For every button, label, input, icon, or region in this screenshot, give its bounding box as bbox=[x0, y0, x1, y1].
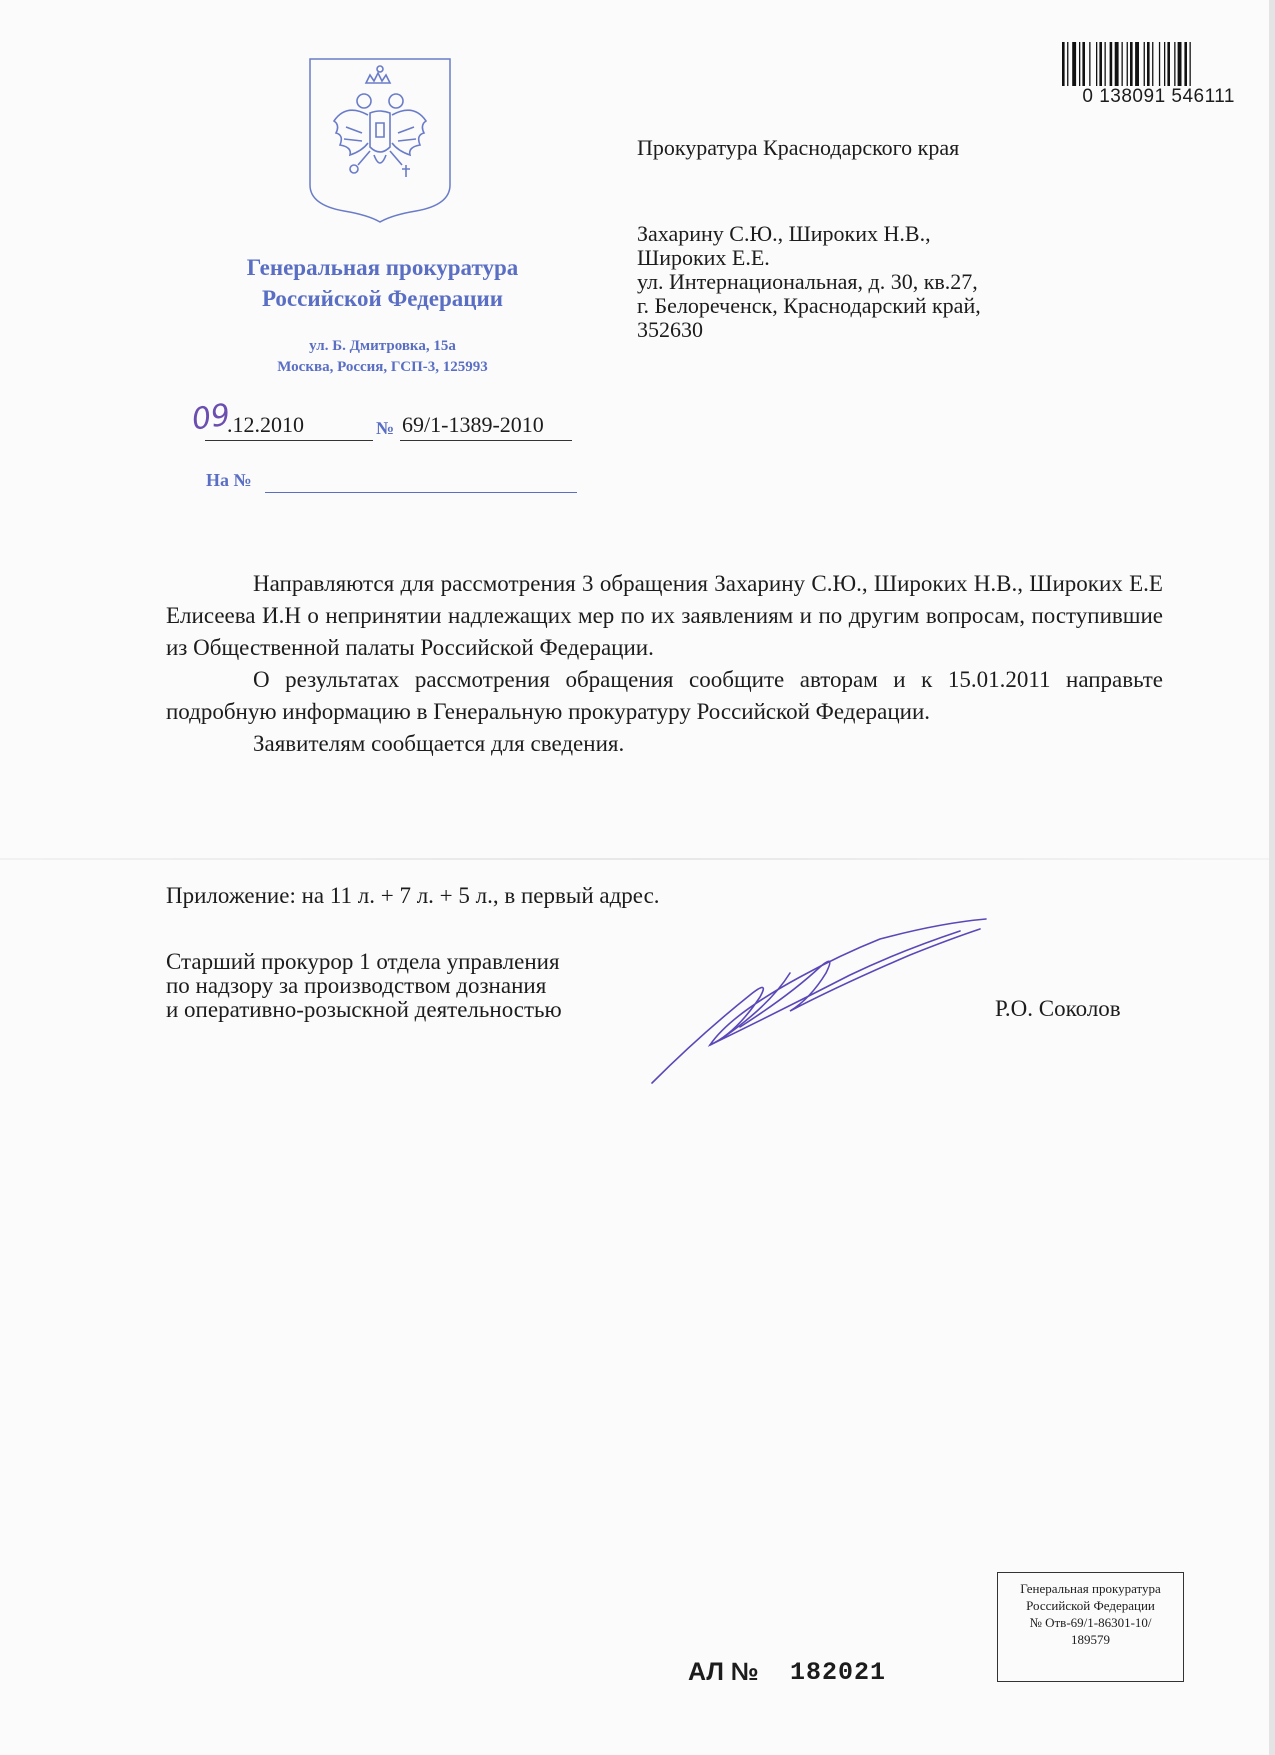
outgoing-number bbox=[400, 410, 572, 441]
recipient-agency: Прокуратура Краснодарского края bbox=[637, 135, 960, 160]
stamp-line: Генеральная прокуратура bbox=[1020, 1581, 1161, 1596]
handwritten-day: 09 bbox=[189, 397, 233, 438]
barcode-bar bbox=[1167, 42, 1170, 86]
signatory-position-line: и оперативно-розыскной деятельностью bbox=[166, 997, 562, 1022]
barcode-bar bbox=[1099, 42, 1102, 86]
issuer-name-line2: Российской Федерации bbox=[261, 286, 504, 311]
barcode-bar bbox=[1178, 42, 1182, 86]
paper-fold bbox=[0, 858, 1275, 860]
barcode-bar bbox=[1130, 42, 1133, 86]
handwritten-signature bbox=[640, 915, 1000, 1090]
signatory-position-line: по надзору за производством дознания bbox=[166, 973, 547, 998]
issuer-address-line1: ул. Б. Дмитровка, 15а bbox=[309, 338, 456, 354]
signatory-position-line: Старший прокурор 1 отдела управления bbox=[166, 949, 560, 974]
barcode-bar bbox=[1184, 42, 1187, 86]
recipient-line: ул. Интернациональная, д. 30, кв.27, bbox=[637, 269, 978, 294]
recipient-line: Захарину С.Ю., Широких Н.В., bbox=[637, 221, 931, 246]
barcode-bar bbox=[1174, 42, 1175, 86]
reply-to-label: На № bbox=[206, 470, 252, 490]
barcode-bar bbox=[1127, 42, 1128, 86]
number-sign: № bbox=[376, 418, 395, 438]
barcode-bar bbox=[1135, 42, 1139, 86]
letter-body bbox=[166, 568, 1163, 760]
outgoing-number-text: 69/1-1389-2010 bbox=[402, 412, 544, 437]
barcode-bar bbox=[1079, 42, 1080, 86]
outgoing-date-text: .12.2010 bbox=[227, 412, 304, 437]
issuer-address-line2: Москва, Россия, ГСП-3, 125993 bbox=[277, 359, 488, 375]
coat-of-arms-icon bbox=[306, 55, 454, 223]
registration-stamp bbox=[997, 1572, 1184, 1682]
form-serial-label: АЛ № bbox=[688, 1658, 759, 1686]
issuer-address bbox=[190, 336, 575, 378]
body-paragraph: О результатах рассмотрения обращения сообщите авторам и к 15.01.2011 направьте подробную информацию в Генеральную прокуратуру Российской Федерации. bbox=[166, 667, 1163, 724]
attachment-note: Приложение: на 11 л. + 7 л. + 5 л., в первый адрес. bbox=[166, 883, 660, 908]
barcode-bar bbox=[1147, 42, 1150, 86]
stamp-line: 189579 bbox=[1071, 1632, 1110, 1647]
issuer-name-line1: Генеральная прокуратура bbox=[246, 255, 519, 280]
barcode-bar bbox=[1115, 42, 1119, 86]
stamp-line: Российской Федерации bbox=[1026, 1598, 1155, 1613]
issuer-name bbox=[190, 252, 575, 314]
recipient-line: г. Белореченск, Краснодарский край, bbox=[637, 293, 981, 318]
barcode-bar bbox=[1089, 42, 1090, 86]
barcode-bar bbox=[1096, 42, 1097, 86]
barcode-bar bbox=[1159, 42, 1160, 86]
barcode-bar bbox=[1144, 42, 1145, 86]
barcode-bar bbox=[1110, 42, 1113, 86]
barcode-bar bbox=[1190, 42, 1191, 86]
signatory-name: Р.О. Соколов bbox=[995, 996, 1121, 1021]
scan-edge bbox=[1269, 0, 1275, 1755]
form-serial-number: 182021 bbox=[790, 1658, 887, 1687]
barcode-bar bbox=[1152, 42, 1153, 86]
barcode-number: 0 138091 546111 bbox=[1082, 86, 1235, 107]
barcode-bar bbox=[1082, 42, 1085, 86]
barcode-bar bbox=[1122, 42, 1123, 86]
barcode-bar bbox=[1164, 42, 1165, 86]
signatory-position bbox=[166, 950, 562, 1022]
reply-to-blank-line bbox=[265, 468, 577, 493]
stamp-line: № Отв-69/1-86301-10/ bbox=[1029, 1615, 1152, 1630]
body-paragraph: Направляются для рассмотрения 3 обращения Захарину С.Ю., Широких Н.В., Широких Е.Е Елисеева И.Н о непринятии надлежащих мер по их заявлениям и по другим вопросам, поступившие из Общественной палаты Российской Федерации. bbox=[166, 571, 1163, 660]
barcode-bar bbox=[1062, 42, 1065, 86]
outgoing-date bbox=[205, 410, 373, 441]
recipient-line: 352630 bbox=[637, 317, 703, 342]
barcode-icon bbox=[1062, 42, 1232, 86]
body-paragraph: Заявителям сообщается для сведения. bbox=[253, 731, 625, 756]
barcode-bar bbox=[1105, 42, 1106, 86]
barcode-bar bbox=[1072, 42, 1076, 86]
barcode-bar bbox=[1067, 42, 1068, 86]
recipient-line: Широких Е.Е. bbox=[637, 245, 770, 270]
